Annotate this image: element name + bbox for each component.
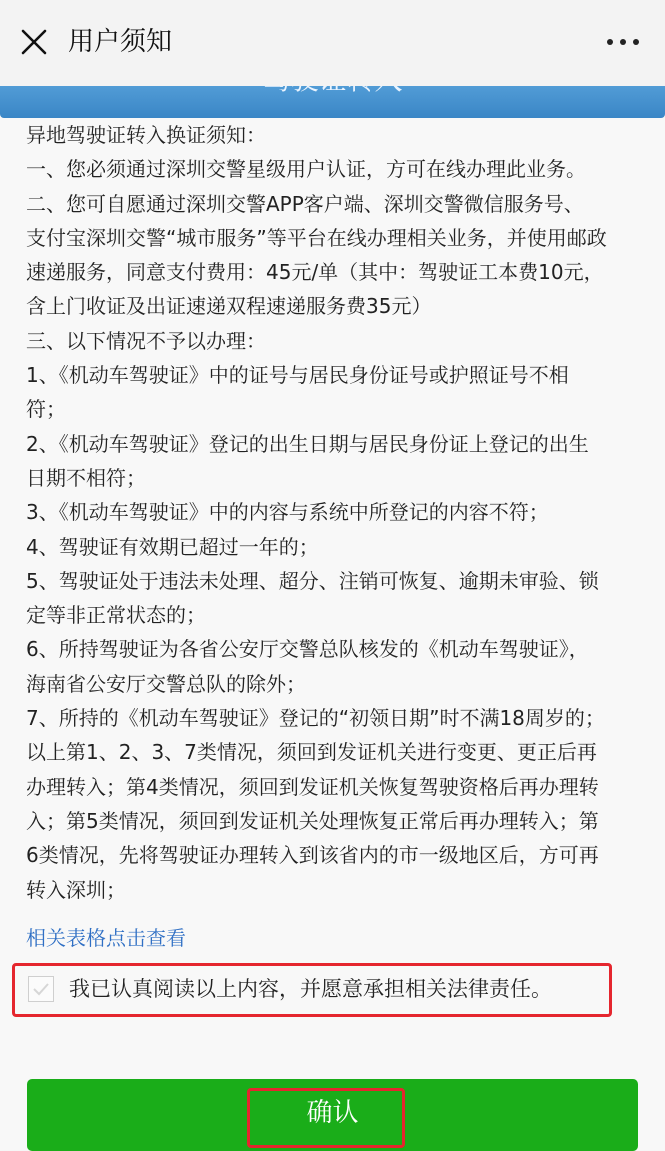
checkmark-icon	[29, 977, 53, 1001]
more-dots-icon	[606, 38, 640, 46]
notice-line: 二、您可自愿通过深圳交警APP客户端、深圳交警微信服务号、	[26, 191, 584, 216]
notice-line: 三、以下情况不予以办理：	[26, 328, 266, 353]
notice-line: 以上第1、2、3、7类情况，须回到发证机关进行变更、更正后再	[26, 740, 597, 765]
notice-line: 6类情况，先将驾驶证办理转入到该省内的市一级地区后，方可再	[26, 843, 599, 868]
notice-line: 海南省公安厅交警总队的除外；	[26, 671, 306, 696]
notice-line: 一、您必须通过深圳交警星级用户认证，方可在线办理此业务。	[26, 157, 586, 182]
notice-line: 3、《机动车驾驶证》中的内容与系统中所登记的内容不符；	[26, 500, 549, 525]
notice-line: 含上门收证及出证速递双程速递服务费35元）	[26, 294, 432, 319]
close-icon	[21, 29, 47, 55]
notice-content	[0, 118, 665, 1150]
notice-line: 符；	[26, 397, 66, 422]
notice-line: 定等非正常状态的；	[26, 603, 206, 628]
notice-line: 日期不相符；	[26, 465, 146, 490]
agreement-row[interactable]	[12, 963, 612, 1017]
more-button[interactable]	[603, 26, 643, 58]
notice-line: 2、《机动车驾驶证》登记的出生日期与居民身份证上登记的出生	[26, 431, 589, 456]
notice-line: 办理转入；第4类情况，须回到发证机关恢复驾驶资格后再办理转	[26, 774, 599, 799]
notice-line: 支付宝深圳交警“城市服务”等平台在线办理相关业务，并使用邮政	[26, 225, 607, 250]
notice-line: 4、驾驶证有效期已超过一年的；	[26, 534, 319, 559]
notice-line: 7、所持的《机动车驾驶证》登记的“初领日期”时不满18周岁的；	[26, 706, 605, 731]
notice-line: 1、《机动车驾驶证》中的证号与居民身份证号或护照证号不相	[26, 363, 569, 388]
agreement-label: 我已认真阅读以上内容，并愿意承担相关法律责任。	[69, 977, 552, 1001]
page-title: 用户须知	[68, 27, 173, 57]
agreement-checkbox[interactable]	[28, 976, 54, 1002]
notice-line: 5、驾驶证处于违法未处理、超分、注销可恢复、逾期未审验、锁	[26, 568, 599, 593]
notice-line: 入；第5类情况，须回到发证机关处理恢复正常后再办理转入；第	[26, 808, 599, 833]
notice-line: 6、所持驾驶证为各省公安厅交警总队核发的《机动车驾驶证》，	[26, 637, 589, 662]
notice-text	[26, 118, 642, 907]
close-button[interactable]	[14, 24, 54, 60]
notice-line: 速递服务，同意支付费用：45元/单（其中：驾驶证工本费10元，	[26, 260, 604, 285]
confirm-button-label: 确认	[306, 1098, 359, 1128]
notice-line: 异地驾驶证转入换证须知：	[26, 123, 266, 147]
nav-bar	[0, 0, 665, 86]
related-forms-link[interactable]: 相关表格点击查看	[26, 926, 186, 950]
confirm-button[interactable]	[27, 1079, 638, 1151]
notice-line: 转入深圳；	[26, 877, 126, 902]
